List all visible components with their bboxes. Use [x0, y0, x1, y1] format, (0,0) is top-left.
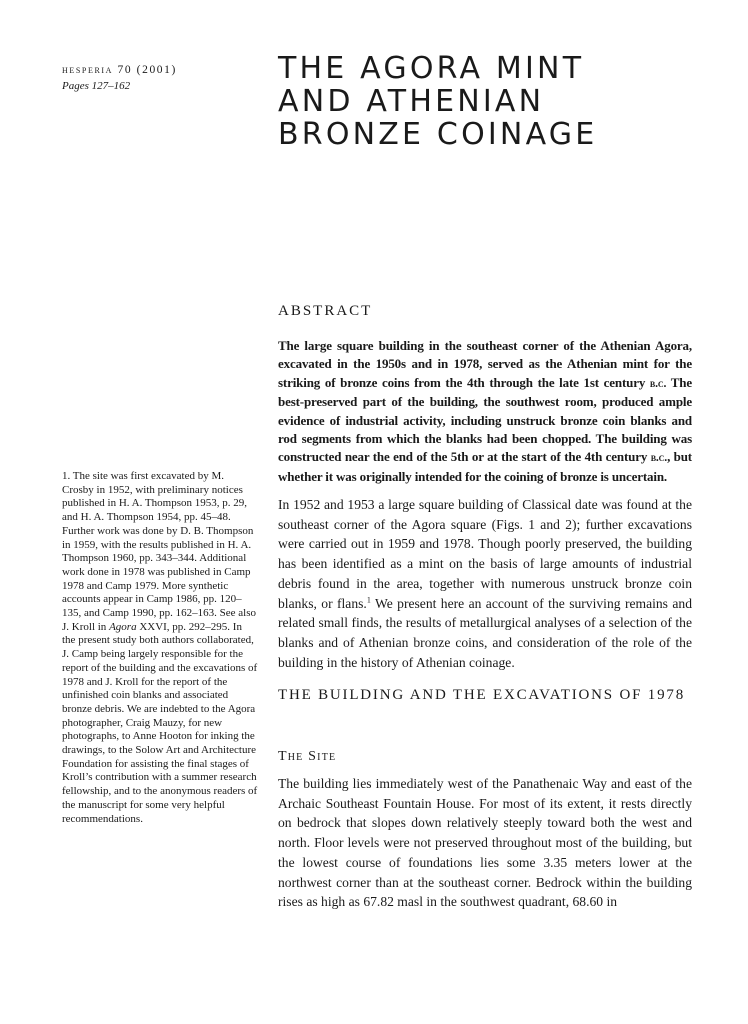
article-title [278, 52, 718, 151]
intro-paragraph [278, 495, 692, 672]
footnote-1 [62, 470, 258, 826]
title-line-1: THE AGORA MINT [278, 51, 585, 86]
subsection-heading: The Site [278, 749, 337, 764]
bc-abbrev-2: b.c. [650, 451, 668, 465]
page-range: Pages 127–162 [62, 80, 131, 92]
intro-part-2: We present here an account of the surviving remains and related small finds, the results of metallurgical analyses of a selection of the blanks and of Athenian bronze coins, and consideration of the role of the building in the history of Athenian coinage. [278, 595, 692, 670]
title-line-3: BRONZE COINAGE [278, 117, 598, 152]
abstract-part-2: The best-preserved part of the building, the southwest room, produced ample evidence of industrial activity, including unstruck bronze coin blanks and rod segments from which the blanks had been chopped. The building was constructed near the end of the 5th or at the start of the 4th century [278, 374, 692, 465]
abstract-text [278, 337, 692, 486]
abstract-heading: ABSTRACT [278, 303, 373, 319]
footnote-italic: Agora [109, 620, 137, 633]
footnote-ref-1[interactable]: 1 [366, 594, 371, 604]
section-heading: THE BUILDING AND THE EXCAVATIONS OF 1978 [278, 687, 686, 703]
abstract-part-1: The large square building in the southeast corner of the Athenian Agora, excavated in the 1950s and in 1978, served as the Athenian mint for the striking of bronze coins from the 4th through the late 1st century [278, 338, 692, 390]
intro-part-1: In 1952 and 1953 a large square building of Classical date was found at the southeast corner of the Agora square (Figs. 1 and 2); further excavations were carried out in 1959 and 1978. Though poorly preserved, the building has been identified as a mint on the basis of large amounts of industrial debris found in the area, together with numerous unstruck bronze coin blanks, or flans. [278, 497, 692, 611]
title-line-2: AND ATHENIAN [278, 84, 545, 119]
abstract-part-3: , but whether it was originally intended for the coining of bronze is uncertain. [278, 449, 692, 484]
footnote-part-2: XXVI, pp. 292–295. In the present study both authors collaborated, J. Camp being largely responsible for the report of the building and the excavations of 1978 and J. Kroll for the report of the unfinished coin blanks and associated bronze debris. We are indebted to the Agora photographer, Craig Mauzy, for new photographs, to Anne Hooton for inking the drawings, to the Solow Art and Architecture Foundation for assisting the final stages of Kroll’s contribution with a summer research fellowship, and to the anonymous readers of the manuscript for some very helpful recommendations. [62, 620, 258, 825]
journal-citation: hesperia 70 (2001) [62, 64, 177, 76]
site-paragraph: The building lies immediately west of the Panathenaic Way and east of the Archaic Southeast Fountain House. For most of its extent, it rests directly on bedrock that slopes down relatively steeply toward both the west and north. Floor levels were not preserved throughout most of the building, but the lowest course of foundations lies some 3.35 meters lower at the northwest corner than at the southeast corner. Bedrock within the building rises as high as 67.82 masl in the southwest quadrant, 68.60 in [278, 776, 692, 910]
bc-abbrev-1: b.c. [649, 376, 667, 390]
footnote-part-1: 1. The site was first excavated by M. Crosby in 1952, with preliminary notices published in H. A. Thompson 1953, p. 29, and H. A. Thompson 1954, pp. 45–48. Further work was done by D. B. Thompson in 1959, with the results published in H. A. Thompson 1960, pp. 343–344. Additional work done in 1978 was published in Camp 1978 and Camp 1979. More synthetic accounts appear in Camp 1986, pp. 120–135, and Camp 1990, pp. 162–163. See also J. Kroll in [62, 470, 257, 633]
